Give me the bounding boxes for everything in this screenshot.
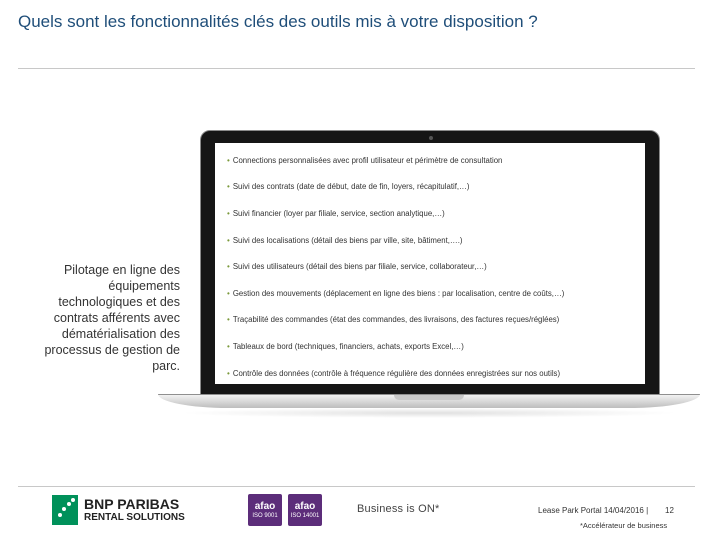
slide-title: Quels sont les fonctionnalités clés des outils mis à votre disposition ?: [18, 12, 538, 31]
footer-meta: Lease Park Portal 14/04/2016 |: [538, 506, 649, 515]
laptop-screen: [215, 143, 645, 384]
feature-item: [227, 333, 645, 360]
bullet-icon: •: [227, 182, 230, 192]
cert-brand: afao: [294, 500, 316, 512]
feature-text: Suivi des contrats (date de début, date de fin, loyers, récapitulatif,…): [232, 182, 470, 192]
bnp-stars-icon: [52, 495, 78, 525]
side-description: Pilotage en ligne des équipements technologiques et des contrats afférents avec dématérialisation des processus de gestion de parc.: [44, 263, 180, 373]
feature-text: Gestion des mouvements (déplacement en ligne des biens : par localisation, centre de coûts,…): [232, 288, 565, 298]
bullet-icon: •: [227, 155, 230, 165]
feature-text: Traçabilité des commandes (état des commandes, des livraisons, des factures reçues/réglées): [232, 315, 560, 325]
bullet-icon: •: [227, 315, 230, 325]
cert-brand: afao: [254, 500, 276, 512]
bullet-icon: •: [227, 288, 230, 298]
feature-text: Tableaux de bord (techniques, financiers, achats, exports Excel,…): [232, 341, 464, 351]
laptop-base: [158, 394, 700, 408]
cert-label: ISO 9001: [252, 512, 278, 519]
bullet-icon: •: [227, 208, 230, 218]
afaq-iso14001-badge: [288, 494, 322, 526]
feature-item: [227, 253, 645, 280]
footer-divider: [18, 486, 695, 487]
bnp-paribas-logo: [52, 494, 212, 526]
feature-item: [227, 174, 645, 201]
logo-line2: RENTAL SOLUTIONS: [84, 511, 185, 523]
feature-item: [227, 360, 645, 384]
feature-text: Suivi des utilisateurs (détail des biens par filiale, service, collaborateur,…): [232, 262, 487, 272]
feature-text: Contrôle des données (contrôle à fréquence régulière des données enregistrées sur nos outils): [232, 368, 561, 378]
afaq-iso9001-badge: [248, 494, 282, 526]
feature-text: Suivi des localisations (détail des biens par ville, site, bâtiment,….): [232, 235, 463, 245]
laptop-display: [200, 130, 660, 395]
feature-text: Suivi financier (loyer par filiale, service, section analytique,…): [232, 208, 445, 218]
laptop-notch: [394, 395, 464, 400]
feature-item: [227, 147, 645, 174]
feature-item: [227, 227, 645, 254]
feature-item: [227, 307, 645, 334]
bullet-icon: •: [227, 235, 230, 245]
bullet-icon: •: [227, 341, 230, 351]
bullet-icon: •: [227, 262, 230, 272]
title-divider: [18, 68, 695, 69]
bullet-icon: •: [227, 368, 230, 378]
feature-item: [227, 280, 645, 307]
feature-item: [227, 200, 645, 227]
camera-icon: [429, 136, 433, 140]
page-number: 12: [665, 506, 674, 515]
footnote: *Accélérateur de business: [580, 521, 668, 530]
feature-list: [227, 147, 645, 384]
feature-text: Connections personnalisées avec profil utilisateur et périmètre de consultation: [232, 155, 503, 165]
tagline: Business is ON*: [357, 503, 440, 515]
laptop-shadow: [178, 408, 680, 418]
cert-label: ISO 14001: [290, 512, 320, 519]
logo-line1: BNP PARIBAS: [84, 495, 180, 512]
